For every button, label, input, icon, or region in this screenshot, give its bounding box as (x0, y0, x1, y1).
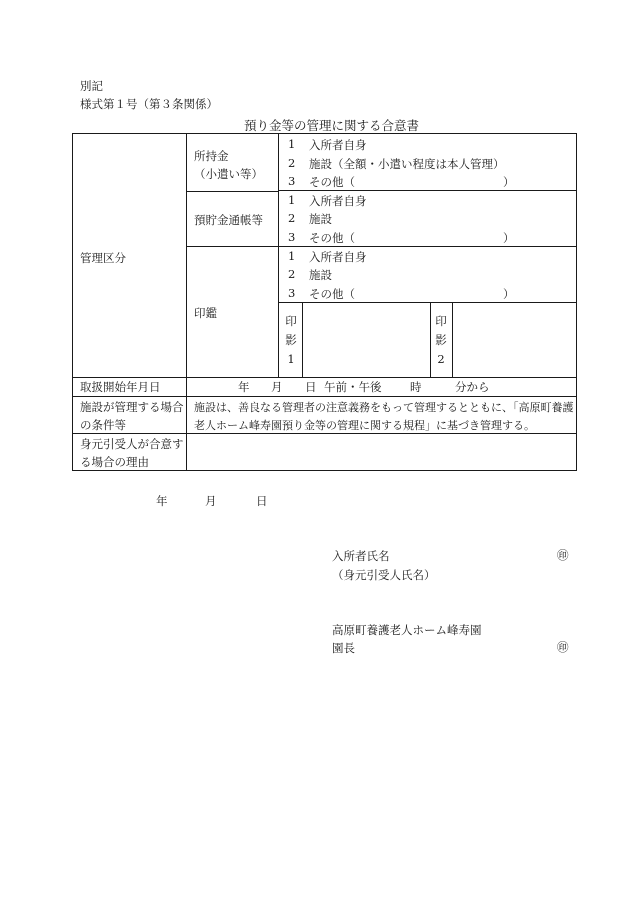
option-text: その他（ (309, 231, 355, 245)
bankbook-label: 預貯金通帳等 (194, 213, 263, 227)
start-date-hour: 時 (410, 380, 422, 394)
start-date-minute: 分から (455, 380, 490, 394)
option-text: 施設（全額・小遣い程度は本人管理） (309, 157, 505, 171)
cash-label: 所持金 (194, 149, 229, 163)
option-text: 入所者自身 (309, 250, 367, 264)
facility-name: 高原町養護老人ホーム峰寿園 (332, 623, 482, 637)
management-category-label: 管理区分 (80, 251, 126, 265)
option-text: 入所者自身 (309, 138, 367, 152)
option-text: 入所者自身 (309, 194, 367, 208)
option-number: 3 (288, 174, 296, 188)
option-text: 施設 (309, 212, 332, 226)
option-number: 1 (288, 193, 296, 207)
conditions-text: 施設は、善良なる管理者の注意義務をもって管理するとともに、「高原町養護 (194, 401, 574, 414)
option-number: 2 (288, 211, 296, 225)
page-title: 預り金等の管理に関する合意書 (244, 118, 420, 133)
option-number: 2 (288, 156, 296, 170)
guarantor-reason-label-sub: る場合の理由 (80, 455, 149, 469)
seal-impression-2-char: 印 (435, 314, 447, 328)
option-number: 1 (288, 137, 296, 151)
seal-impression-2-char: 影 (435, 333, 447, 347)
seal-label: 印鑑 (194, 306, 217, 320)
option-text: その他（ (309, 175, 355, 189)
conditions-text-cont: 老人ホーム峰寿園預り金等の管理に関する規程」に基づき管理する。 (194, 419, 535, 432)
appendix-label: 別記 (80, 79, 103, 93)
seal-impression-1-number: 1 (287, 352, 295, 366)
option-close-paren: ） (503, 231, 515, 245)
start-date-month: 月 (271, 380, 283, 394)
seal-mark-icon: ㊞ (557, 640, 569, 654)
seal-impression-1-char: 印 (285, 314, 297, 328)
option-number: 3 (288, 286, 296, 300)
start-date-day: 日 (305, 380, 317, 394)
form-number: 様式第１号（第３条関係） (80, 97, 218, 111)
director-label: 園長 (332, 641, 355, 655)
option-text: その他（ (309, 287, 355, 301)
option-text: 施設 (309, 268, 332, 282)
conditions-label-sub: の条件等 (80, 418, 126, 432)
option-close-paren: ） (503, 175, 515, 189)
seal-mark-icon: ㊞ (557, 548, 569, 562)
sign-date-year: 年 (156, 494, 168, 508)
sign-date-day: 日 (256, 494, 268, 508)
guarantor-reason-label: 身元引受人が合意す (80, 437, 184, 451)
start-date-label: 取扱開始年月日 (80, 380, 161, 394)
option-number: 2 (288, 267, 296, 281)
option-number: 1 (288, 249, 296, 263)
sign-date-month: 月 (205, 494, 217, 508)
seal-impression-1-char: 影 (285, 333, 297, 347)
start-date-ampm: 午前・午後 (324, 380, 382, 394)
option-close-paren: ） (503, 287, 515, 301)
start-date-year: 年 (238, 380, 250, 394)
conditions-label: 施設が管理する場合 (80, 400, 184, 414)
cash-label-sub: （小遣い等） (194, 167, 263, 181)
option-number: 3 (288, 230, 296, 244)
seal-impression-2-number: 2 (437, 352, 445, 366)
guarantor-name-label: （身元引受人氏名） (332, 568, 436, 582)
resident-name-label: 入所者氏名 (332, 549, 390, 563)
